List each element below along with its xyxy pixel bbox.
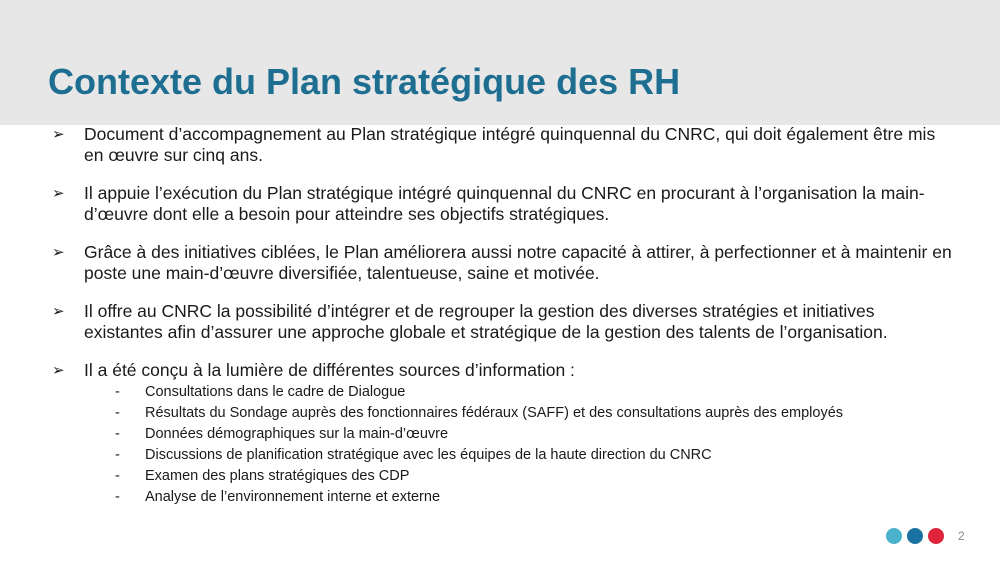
bullet-text: Document d’accompagnement au Plan stratégique intégré quinquennal du CNRC, qui doit également être mis en œuvre sur cinq ans.	[84, 124, 936, 165]
bullet-item	[50, 301, 955, 343]
arrow-bullet-icon: ➢	[52, 126, 65, 143]
slide-title: Contexte du Plan stratégique des RH	[48, 61, 681, 102]
sub-item-text: Données démographiques sur la main-d’œuvre	[145, 426, 449, 442]
sub-item-text: Discussions de planification stratégique avec les équipes de la haute direction du CNRC	[145, 447, 712, 463]
sub-item	[84, 445, 955, 466]
arrow-bullet-icon: ➢	[52, 362, 65, 379]
dash-marker: -	[115, 447, 120, 463]
dot-icon-teal	[886, 528, 902, 544]
sub-list	[84, 382, 955, 508]
arrow-bullet-icon: ➢	[52, 185, 65, 202]
sub-item	[84, 487, 955, 508]
bullet-text: Il offre au CNRC la possibilité d’intégrer et de regrouper la gestion des diverses stratégies et initiatives existantes afin d’assurer une approche globale et stratégique de la gestion des talents de l’organisation.	[84, 301, 888, 342]
page-number: 2	[958, 529, 965, 543]
sub-item	[84, 424, 955, 445]
sub-item-text: Analyse de l’environnement interne et externe	[145, 489, 441, 505]
sub-item	[84, 466, 955, 487]
bullet-item	[50, 183, 955, 225]
dash-marker: -	[115, 468, 120, 484]
dash-marker: -	[115, 489, 120, 505]
sub-item-text: Examen des plans stratégiques des CDP	[145, 468, 410, 484]
dash-marker: -	[115, 405, 120, 421]
sub-item	[84, 403, 955, 424]
bullet-text: Il appuie l’exécution du Plan stratégique intégré quinquennal du CNRC en procurant à l’organisation la main-d’œuvre dont elle a besoin pour atteindre ses objectifs stratégiques.	[84, 183, 925, 224]
bullet-text: Il a été conçu à la lumière de différentes sources d’information :	[84, 360, 575, 380]
sub-item	[84, 382, 955, 403]
bullet-item	[50, 360, 955, 508]
arrow-bullet-icon: ➢	[52, 303, 65, 320]
dash-marker: -	[115, 426, 120, 442]
bullet-text: Grâce à des initiatives ciblées, le Plan améliorera aussi notre capacité à attirer, à perfectionner et à maintenir en poste une main-d’œuvre diversifiée, talentueuse, saine et motivée.	[84, 242, 952, 283]
bullet-item	[50, 242, 955, 284]
arrow-bullet-icon: ➢	[52, 244, 65, 261]
sub-item-text: Résultats du Sondage auprès des fonctionnaires fédéraux (SAFF) et des consultations auprès des employés	[145, 405, 844, 421]
dot-icon-blue	[907, 528, 923, 544]
bullet-item	[50, 124, 955, 166]
bullet-list	[50, 124, 955, 508]
dot-icon-red	[928, 528, 944, 544]
sub-item-text: Consultations dans le cadre de Dialogue	[145, 384, 406, 400]
dash-marker: -	[115, 384, 120, 400]
